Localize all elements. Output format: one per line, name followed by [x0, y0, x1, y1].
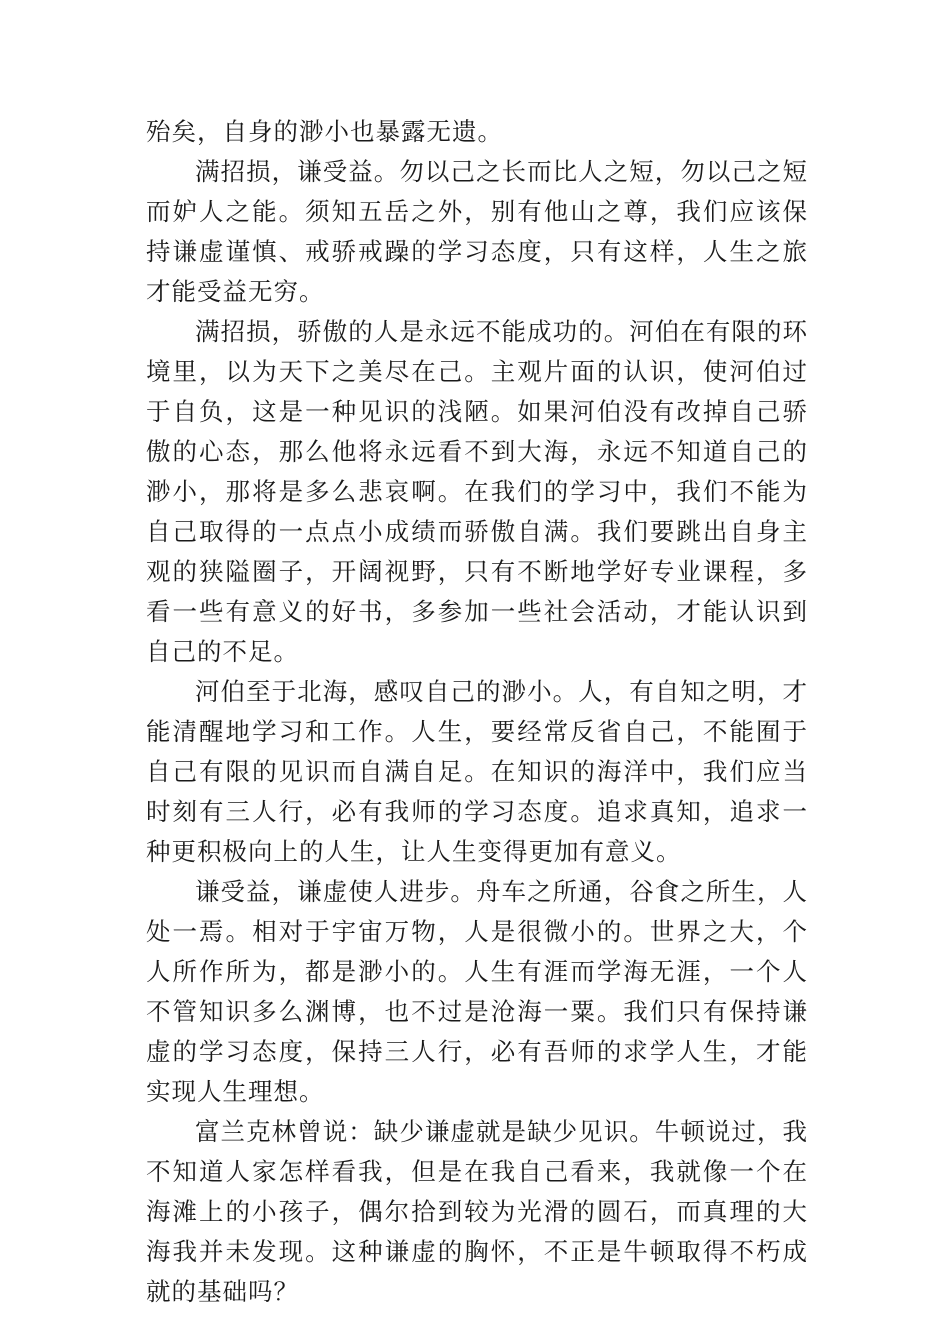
paragraph-continuation: 殆矣，自身的渺小也暴露无遗。: [146, 117, 503, 146]
paragraph: 满招损，骄傲的人是永远不能成功的。河伯在有限的环境里，以为天下之美尽在己。主观片面的认识，使河伯过于自负，这是一种见识的浅陋。如果河伯没有改掉自己骄傲的心态，那么他将永远看不到大海，永远不知道自己的渺小，那将是多么悲哀啊。在我们的学习中，我们不能为自己取得的一点点小成绩而骄傲自满。我们要跳出自身主观的狭隘圈子，开阔视野，只有不断地学好专业课程，多看一些有意义的好书，多参加一些社会活动，才能认识到自己的不足。: [146, 317, 808, 666]
paragraph: 河伯至于北海，感叹自己的渺小。人，有自知之明，才能清醒地学习和工作。人生，要经常反省自己，不能囿于自己有限的见识而自满自足。在知识的海洋中，我们应当时刻有三人行，必有我师的学习态度。追求真知，追求一种更积极向上的人生，让人生变得更加有意义。: [146, 677, 808, 866]
paragraph: 谦受益，谦虚使人进步。舟车之所通，谷食之所生，人处一焉。相对于宇宙万物，人是很微小的。世界之大，个人所作所为，都是渺小的。人生有涯而学海无涯，一个人不管知识多么渊博，也不过是沧海一粟。我们只有保持谦虚的学习态度，保持三人行，必有吾师的求学人生，才能实现人生理想。: [146, 877, 808, 1106]
document-body: [146, 112, 808, 1312]
paragraph: 满招损，谦受益。勿以己之长而比人之短，勿以己之短而妒人之能。须知五岳之外，别有他山之尊，我们应该保持谦虚谨慎、戒骄戒躁的学习态度，只有这样，人生之旅才能受益无穷。: [146, 157, 808, 306]
paragraph: 富兰克林曾说：缺少谦虚就是缺少见识。牛顿说过，我不知道人家怎样看我，但是在我自己看来，我就像一个在海滩上的小孩子，偶尔拾到较为光滑的圆石，而真理的大海我并未发现。这种谦虚的胸怀，不正是牛顿取得不朽成就的基础吗？: [146, 1117, 808, 1306]
